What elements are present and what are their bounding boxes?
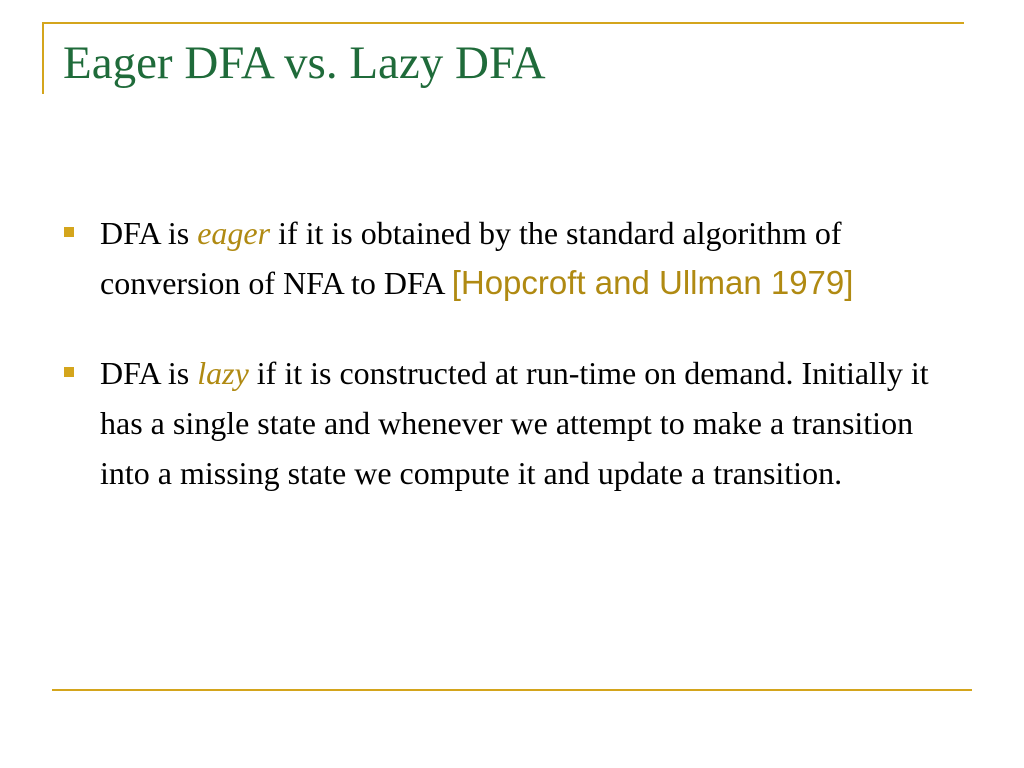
bullet-citation: [Hopcroft and Ullman 1979] bbox=[451, 264, 854, 301]
slide-title: Eager DFA vs. Lazy DFA bbox=[63, 37, 546, 89]
bullet-prefix: DFA is bbox=[100, 215, 198, 251]
square-bullet-icon bbox=[64, 227, 74, 237]
bullet-prefix: DFA is bbox=[100, 355, 198, 391]
footer-rule bbox=[52, 689, 972, 691]
title-frame-left-rule bbox=[42, 22, 44, 94]
title-frame-top-rule bbox=[42, 22, 964, 24]
bullet-keyword: eager bbox=[197, 215, 271, 251]
bullet-body: if it is constructed at run-time on demand. Initially it has a single state and whenever we attempt to make a transition into a missing state we compute it and update a transition. bbox=[100, 355, 929, 491]
bullet-keyword: lazy bbox=[197, 355, 249, 391]
bullet-item-eager bbox=[60, 208, 930, 308]
square-bullet-icon bbox=[64, 367, 74, 377]
bullet-list bbox=[60, 208, 930, 498]
bullet-item-lazy bbox=[60, 348, 930, 498]
bullet-body: if it is obtained by the standard algorithm of conversion of NFA to DFA bbox=[100, 215, 842, 301]
